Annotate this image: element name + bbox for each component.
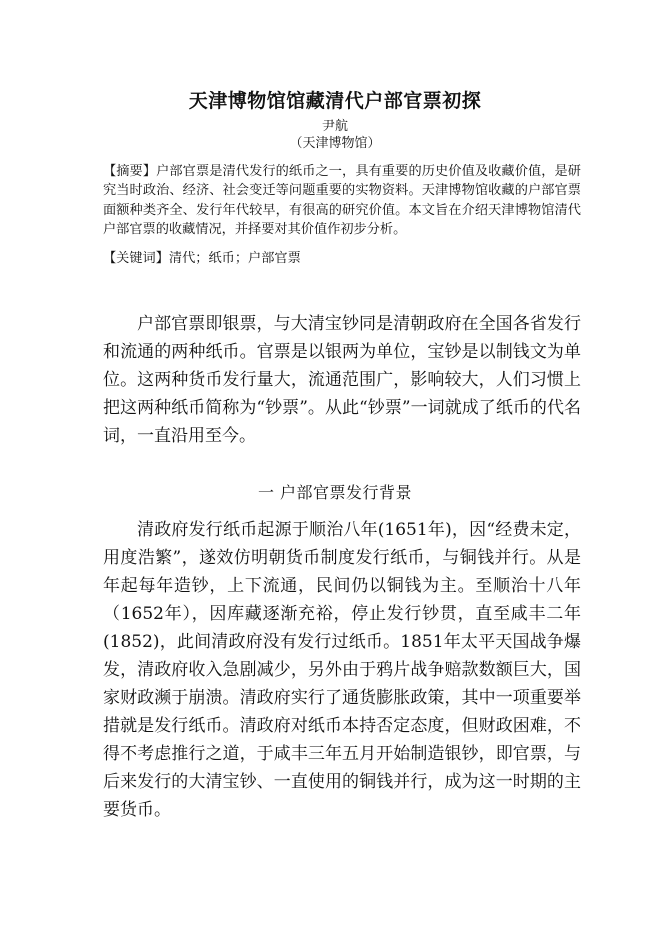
section-paragraph: 清政府发行纸币起源于顺治八年(1651年)，因“经费未定，用度浩繁”，遂效仿明朝货币制度发行纸币，与铜钱并行。从是年起每年造钞，上下流通，民间仍以铜钱为主。至顺治十八年（1652年），因库藏逐渐充裕，停止发行钞贯，直至咸丰二年(1852)，此间清政府没有发行过纸币。1851年太平天国战争爆发，清政府收入急剧减少，另外由于鸦片战争赔款数额巨大，国家财政濒于崩溃。清政府实行了通货膨胀政策，其中一项重要举措就是发行纸币。清政府对纸币本持否定态度，但财政困难，不得不考虑推行之道，于咸丰三年五月开始制造银钞，即官票，与后来发行的大清宝钞、一直使用的铜钱并行，成为这一时期的主要货币。 [103, 520, 581, 820]
keywords: 【关键词】清代；纸币；户部官票 [103, 251, 301, 266]
abstract: 【摘要】户部官票是清代发行的纸币之一，具有重要的历史价值及收藏价值，是研究当时政治、经济、社会变迁等问题重要的实物资料。天津博物馆收藏的户部官票面额种类齐全、发行年代较早，有很高的研究价值。本文旨在介绍天津博物馆清代户部官票的收藏情况，并择要对其价值作初步分析。 [103, 164, 581, 237]
section-heading: 一 户部官票发行背景 [257, 483, 413, 502]
author-name: 尹航 [321, 119, 348, 134]
author-affiliation: （天津博物馆） [289, 136, 381, 151]
paper-title: 天津博物馆馆藏清代户部官票初探 [188, 90, 482, 112]
intro-paragraph: 户部官票即银票，与大清宝钞同是清朝政府在全国各省发行和流通的两种纸币。官票是以银两为单位，宝钞是以制钱文为单位。这两种货币发行量大，流通范围广，影响较大，人们习惯上把这两种纸币简称为“钞票”。从此“钞票”一词就成了纸币的代名词，一直沿用至今。 [103, 314, 581, 446]
